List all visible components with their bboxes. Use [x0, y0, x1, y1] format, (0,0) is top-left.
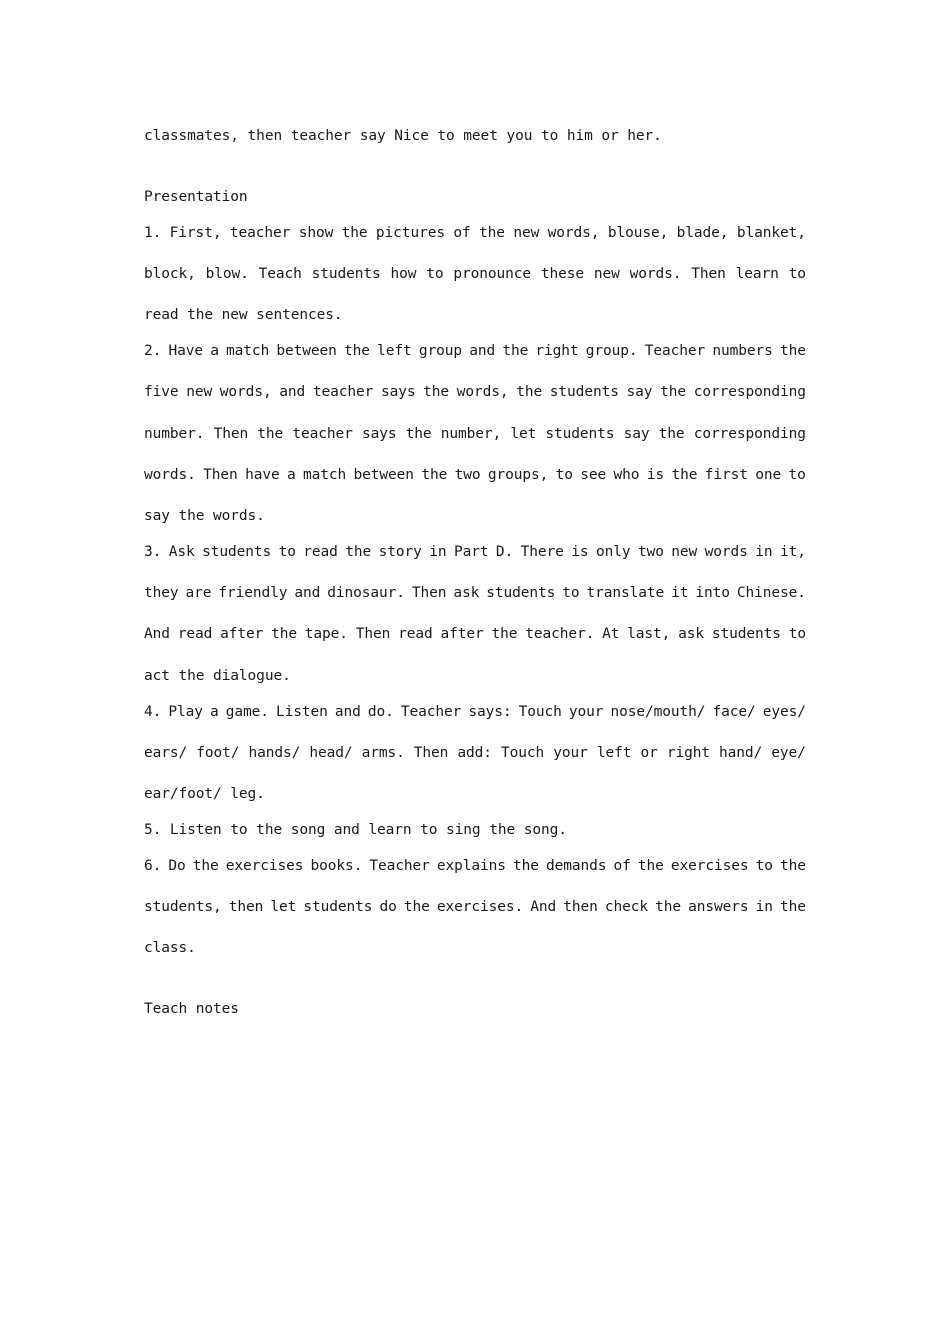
word: corresponding [693, 426, 806, 442]
word: 3. [144, 544, 162, 560]
word: At [602, 626, 620, 642]
word: is [571, 544, 589, 560]
word: after [220, 626, 264, 642]
word: Have [168, 343, 203, 359]
word: or [640, 745, 658, 761]
item-2-line-2 [144, 384, 806, 400]
word: hands/ [248, 745, 301, 761]
word: check [604, 899, 649, 915]
word: hand/ [719, 745, 763, 761]
word: Teach [258, 266, 302, 282]
word: new [671, 544, 698, 560]
word: says [380, 384, 416, 400]
word: right [666, 745, 710, 761]
word: in [429, 544, 447, 560]
word: Teacher [369, 858, 430, 874]
word: the [779, 899, 806, 915]
word: let [510, 426, 537, 442]
word: game. [225, 704, 269, 720]
word: pronounce [453, 266, 532, 282]
word: read [398, 626, 433, 642]
word: the [271, 626, 297, 642]
word: these [540, 266, 585, 282]
word: Then [213, 426, 249, 442]
word: are [185, 585, 212, 601]
word: Ask [168, 544, 195, 560]
word: Part [453, 544, 489, 560]
word: the [780, 343, 806, 359]
word: let [270, 899, 297, 915]
word: read [303, 544, 338, 560]
word: face/ [712, 704, 756, 720]
word: Chinese. [736, 585, 806, 601]
word: it, [779, 544, 806, 560]
word: right [535, 343, 579, 359]
word: says [361, 426, 397, 442]
word: eye/ [771, 745, 806, 761]
word: the [779, 858, 806, 874]
word: of [453, 225, 471, 241]
word: D. [495, 544, 514, 560]
word: in [755, 544, 773, 560]
word: to [788, 467, 806, 483]
word: Then [411, 585, 447, 601]
word: the [405, 426, 432, 442]
item-1-line-2 [144, 266, 806, 282]
word: left [596, 745, 632, 761]
word: new [513, 225, 540, 241]
word: the [192, 858, 219, 874]
item-4-line-3: ear/foot/ leg. [144, 786, 265, 802]
word: translate [586, 585, 665, 601]
word: the [655, 899, 682, 915]
word: do. [367, 704, 394, 720]
word: blade, [676, 225, 729, 241]
word: then [563, 899, 598, 915]
word: the [660, 384, 686, 400]
word: exercises [225, 858, 304, 874]
item-3-line-1 [144, 544, 806, 560]
word: answers [688, 899, 749, 915]
item-3-line-2 [144, 585, 806, 601]
word: after [440, 626, 484, 642]
word: students [486, 585, 556, 601]
word: Play [168, 704, 203, 720]
word: teacher [312, 384, 374, 400]
word: words, [547, 225, 600, 241]
item-6-line-2 [144, 899, 806, 915]
word: books. [310, 858, 363, 874]
word: your [553, 745, 588, 761]
item-2-line-3 [144, 426, 806, 442]
item-4-line-1 [144, 704, 806, 720]
word: story [378, 544, 422, 560]
word: to [278, 544, 296, 560]
word: Do [168, 858, 186, 874]
word: to [788, 266, 806, 282]
word: students [711, 626, 781, 642]
word: show [298, 225, 334, 241]
word: and [279, 384, 306, 400]
word: Touch [501, 745, 545, 761]
word: corresponding [693, 384, 806, 400]
word: teacher [292, 426, 353, 442]
word: say [623, 426, 650, 442]
word: First, [169, 225, 222, 241]
word: read [177, 626, 213, 642]
word: Then [203, 467, 238, 483]
item-2-line-4 [144, 467, 806, 483]
word: add: [457, 745, 492, 761]
word: have [245, 467, 280, 483]
word: and [294, 585, 321, 601]
word: block, [144, 266, 196, 282]
word: And [144, 626, 170, 642]
word: groups, [487, 467, 549, 483]
word: There [520, 544, 564, 560]
word: Then [691, 266, 726, 282]
word: see [580, 467, 607, 483]
word: Touch [518, 704, 562, 720]
word: between [276, 343, 337, 359]
word: match [226, 343, 270, 359]
item-3-line-3 [144, 626, 806, 642]
word: who [613, 467, 640, 483]
item-6-line-3: class. [144, 940, 196, 956]
word: two [454, 467, 481, 483]
word: the [637, 858, 664, 874]
word: the [345, 544, 372, 560]
word: in [755, 899, 773, 915]
word: blouse, [607, 225, 669, 241]
word: five [144, 384, 179, 400]
word: students [311, 266, 381, 282]
word: students [545, 426, 615, 442]
word: new [186, 384, 213, 400]
word: students [303, 899, 373, 915]
word: to [555, 467, 573, 483]
word: learn [735, 266, 779, 282]
word: words. [144, 467, 196, 483]
word: the [516, 384, 543, 400]
word: ears/ [144, 745, 188, 761]
word: Listen [275, 704, 328, 720]
word: 2. [144, 343, 162, 359]
word: one [755, 467, 782, 483]
word: the [658, 426, 685, 442]
word: friendly [218, 585, 288, 601]
word: 6. [144, 858, 162, 874]
word: words, [456, 384, 509, 400]
word: say [626, 384, 653, 400]
intro-line: classmates, then teacher say Nice to meet you to him or her. [144, 128, 662, 144]
word: head/ [309, 745, 353, 761]
word: teacher [229, 225, 291, 241]
word: the [671, 467, 698, 483]
item-3-line-4: act the dialogue. [144, 668, 291, 684]
word: eyes/ [762, 704, 806, 720]
item-1-line-3: read the new sentences. [144, 307, 343, 323]
word: and [469, 343, 496, 359]
word: 1. [144, 225, 162, 241]
presentation-heading: Presentation [144, 189, 248, 205]
word: students [202, 544, 272, 560]
word: Then [355, 626, 391, 642]
word: pictures [375, 225, 445, 241]
word: they [144, 585, 179, 601]
item-2-line-5: say the words. [144, 508, 265, 524]
word: and [334, 704, 361, 720]
word: your [568, 704, 604, 720]
word: match [302, 467, 347, 483]
word: then [228, 899, 264, 915]
word: is [646, 467, 665, 483]
word: And [530, 899, 557, 915]
word: students, [144, 899, 222, 915]
word: to [426, 266, 444, 282]
word: of [613, 858, 631, 874]
word: ask [678, 626, 705, 642]
word: words [704, 544, 748, 560]
word: two [637, 544, 664, 560]
word: it [671, 585, 689, 601]
word: words, [219, 384, 272, 400]
word: only [595, 544, 631, 560]
word: numbers [712, 343, 773, 359]
word: Then [413, 745, 449, 761]
word: blow. [205, 266, 249, 282]
word: do [379, 899, 397, 915]
word: a [286, 467, 296, 483]
word: new [593, 266, 620, 282]
word: tape. [304, 626, 348, 642]
item-4-line-2 [144, 745, 806, 761]
word: the [257, 426, 284, 442]
word: into [695, 585, 730, 601]
item-6-line-1 [144, 858, 806, 874]
word: dinosaur. [327, 585, 405, 601]
word: says: [468, 704, 512, 720]
word: the [513, 858, 539, 874]
word: group. [585, 343, 638, 359]
item-5-line-1: 5. Listen to the song and learn to sing the song. [144, 822, 567, 838]
word: first [704, 467, 748, 483]
item-1-line-1 [144, 225, 806, 241]
word: number. [144, 426, 205, 442]
word: between [353, 467, 414, 483]
word: number, [440, 426, 502, 442]
word: foot/ [196, 745, 240, 761]
word: to [788, 626, 806, 642]
word: last, [627, 626, 671, 642]
word: the [421, 467, 448, 483]
word: explains [436, 858, 506, 874]
word: teacher. [525, 626, 595, 642]
word: students [549, 384, 619, 400]
word: arms. [361, 745, 405, 761]
teach-notes-heading: Teach notes [144, 1001, 239, 1017]
word: the [491, 626, 518, 642]
word: to [755, 858, 773, 874]
word: the [423, 384, 450, 400]
word: ask [453, 585, 480, 601]
word: a [210, 343, 219, 359]
item-2-line-1 [144, 343, 806, 359]
word: nose/mouth/ [610, 704, 706, 720]
word: group [418, 343, 463, 359]
word: left [377, 343, 412, 359]
word: exercises [670, 858, 749, 874]
word: Teacher [644, 343, 706, 359]
word: a [209, 704, 219, 720]
word: the [344, 343, 370, 359]
word: the [479, 225, 505, 241]
word: how [390, 266, 417, 282]
word: to [562, 585, 580, 601]
word: the [403, 899, 430, 915]
word: words. [629, 266, 682, 282]
word: the [341, 225, 368, 241]
word: Teacher [400, 704, 462, 720]
word: the [502, 343, 529, 359]
word: 4. [144, 704, 162, 720]
word: demands [545, 858, 607, 874]
word: blanket, [736, 225, 806, 241]
word: exercises. [436, 899, 524, 915]
